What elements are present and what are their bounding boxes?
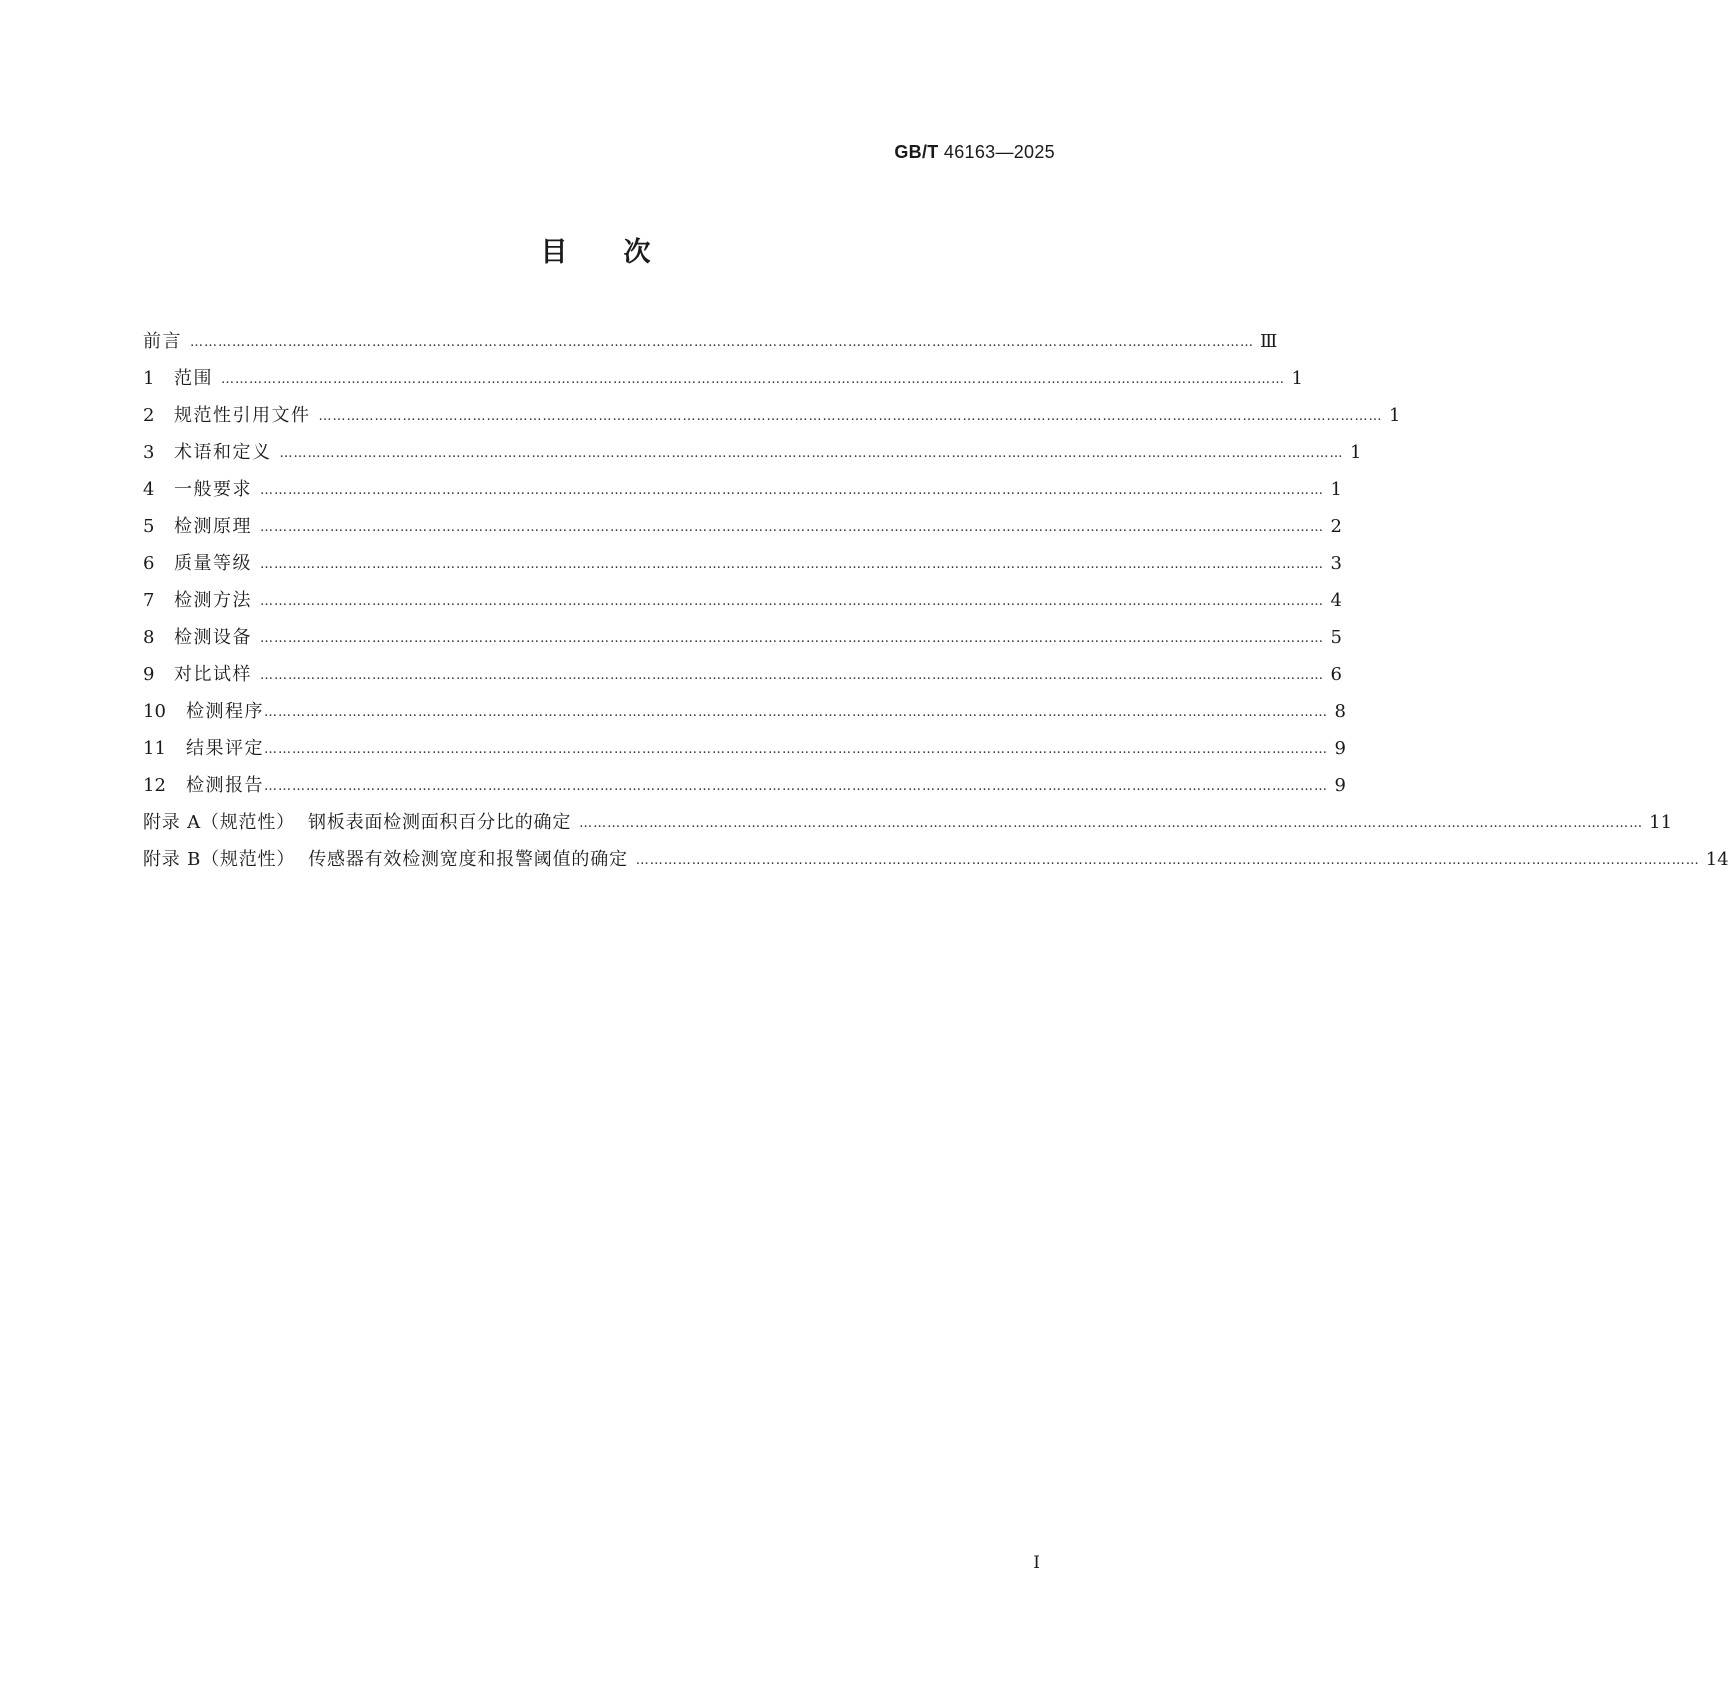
toc-entry-5[interactable] bbox=[143, 512, 1342, 549]
toc-entry-number: 6 bbox=[143, 553, 155, 574]
dot-leader: ………………………………………………………………………………………………………………………………………………………………………………………………………… bbox=[260, 483, 1324, 498]
toc-entry-label: 附录 A（规范性） 钢板表面检测面积百分比的确定 bbox=[143, 812, 572, 833]
dot-leader: ………………………………………………………………………………………………………………………………………………………………………………………………………… bbox=[260, 631, 1324, 646]
dot-leader: ………………………………………………………………………………………………………………………………………………………………………………………………………… bbox=[264, 742, 1328, 757]
toc-entry-label: 范围 bbox=[174, 368, 213, 389]
toc-entry-12[interactable] bbox=[143, 771, 1346, 808]
dot-leader: ………………………………………………………………………………………………………………………………………………………………………………………………………… bbox=[264, 705, 1328, 720]
toc-entry-3[interactable] bbox=[143, 438, 1362, 475]
toc-entry-page: 3 bbox=[1330, 553, 1342, 574]
dot-leader: ………………………………………………………………………………………………………………………………………………………………………………………………………… bbox=[260, 668, 1324, 683]
toc-entry-page: 1 bbox=[1389, 405, 1401, 426]
toc-entry-label: 附录 B（规范性） 传感器有效检测宽度和报警阈值的确定 bbox=[143, 849, 628, 870]
toc-entry-11[interactable] bbox=[143, 734, 1346, 771]
toc-entry-number: 1 bbox=[143, 368, 155, 389]
toc-entry-6[interactable] bbox=[143, 549, 1342, 586]
toc-entry-page: 2 bbox=[1330, 516, 1342, 537]
dot-leader: ………………………………………………………………………………………………………………………………………………………………………………………………………… bbox=[221, 372, 1285, 387]
toc-entry-number: 4 bbox=[143, 479, 155, 500]
toc-entry-label: 一般要求 bbox=[174, 479, 252, 500]
toc-entry-label: 术语和定义 bbox=[174, 442, 272, 463]
toc-entry-label: 检测原理 bbox=[174, 516, 252, 537]
toc-entry-page: 1 bbox=[1350, 442, 1362, 463]
toc-entry-page: 9 bbox=[1334, 738, 1346, 759]
toc-entry-9[interactable] bbox=[143, 660, 1342, 697]
standard-prefix: GB/T bbox=[894, 142, 939, 162]
toc-entry-number: 11 bbox=[143, 738, 166, 759]
toc-entry-page: 6 bbox=[1330, 664, 1342, 685]
toc-entry-number: 2 bbox=[143, 405, 155, 426]
toc-entry-label: 检测程序 bbox=[186, 701, 264, 722]
page-title: 目次 bbox=[540, 237, 707, 268]
dot-leader: ………………………………………………………………………………………………………………………………………………………………………………………………………… bbox=[318, 409, 1383, 424]
toc-entry-8[interactable] bbox=[143, 623, 1342, 660]
toc-entry-foreword[interactable] bbox=[143, 327, 1278, 364]
dot-leader: ………………………………………………………………………………………………………………………………………………………………………………………………………… bbox=[279, 446, 1344, 461]
toc-entry-number: 12 bbox=[143, 775, 166, 796]
dot-leader: ………………………………………………………………………………………………………………………………………………………………………………………………………… bbox=[260, 557, 1324, 572]
toc-entry-page: 5 bbox=[1330, 627, 1342, 648]
dot-leader: ………………………………………………………………………………………………………………………………………………………………………………………………………… bbox=[635, 853, 1700, 868]
dot-leader: ………………………………………………………………………………………………………………………………………………………………………………………………………… bbox=[260, 594, 1324, 609]
toc-entry-annex-b[interactable] bbox=[143, 845, 1729, 882]
toc-entry-label: 检测设备 bbox=[174, 627, 252, 648]
toc-entry-annex-a[interactable] bbox=[143, 808, 1673, 845]
toc-entry-label: 前言 bbox=[143, 331, 182, 352]
toc-entry-page: 9 bbox=[1334, 775, 1346, 796]
toc-entry-page: 8 bbox=[1334, 701, 1346, 722]
toc-entry-4[interactable] bbox=[143, 475, 1342, 512]
toc-entry-10[interactable] bbox=[143, 697, 1346, 734]
standard-number: 46163—2025 bbox=[943, 142, 1055, 162]
dot-leader: ………………………………………………………………………………………………………………………………………………………………………………………………………… bbox=[264, 779, 1328, 794]
toc-entry-label: 结果评定 bbox=[186, 738, 264, 759]
toc-entry-page: Ⅲ bbox=[1260, 331, 1278, 352]
toc-entry-2[interactable] bbox=[143, 401, 1401, 438]
toc-entry-page: 11 bbox=[1649, 812, 1673, 833]
page-number: I bbox=[1033, 1553, 1040, 1573]
toc-entry-number: 10 bbox=[143, 701, 166, 722]
toc-entry-number: 8 bbox=[143, 627, 155, 648]
toc-entry-page: 1 bbox=[1291, 368, 1303, 389]
toc-entry-page: 1 bbox=[1330, 479, 1342, 500]
toc-entry-number: 3 bbox=[143, 442, 155, 463]
toc-entry-label: 检测报告 bbox=[186, 775, 264, 796]
toc-entry-number: 7 bbox=[143, 590, 155, 611]
toc-entry-label: 规范性引用文件 bbox=[174, 405, 311, 426]
toc-entry-label: 质量等级 bbox=[174, 553, 252, 574]
toc-entry-7[interactable] bbox=[143, 586, 1342, 623]
toc-entry-page: 14 bbox=[1705, 849, 1729, 870]
dot-leader: ………………………………………………………………………………………………………………………………………………………………………………………………………… bbox=[579, 816, 1644, 831]
toc-entry-label: 对比试样 bbox=[174, 664, 252, 685]
toc-entry-number: 9 bbox=[143, 664, 155, 685]
table-of-contents bbox=[143, 327, 1729, 882]
dot-leader: ………………………………………………………………………………………………………………………………………………………………………………………………………… bbox=[190, 335, 1254, 350]
standard-code bbox=[894, 142, 1055, 163]
toc-entry-1[interactable] bbox=[143, 364, 1303, 401]
toc-entry-page: 4 bbox=[1330, 590, 1342, 611]
toc-entry-label: 检测方法 bbox=[174, 590, 252, 611]
dot-leader: ………………………………………………………………………………………………………………………………………………………………………………………………………… bbox=[260, 520, 1324, 535]
toc-entry-number: 5 bbox=[143, 516, 155, 537]
